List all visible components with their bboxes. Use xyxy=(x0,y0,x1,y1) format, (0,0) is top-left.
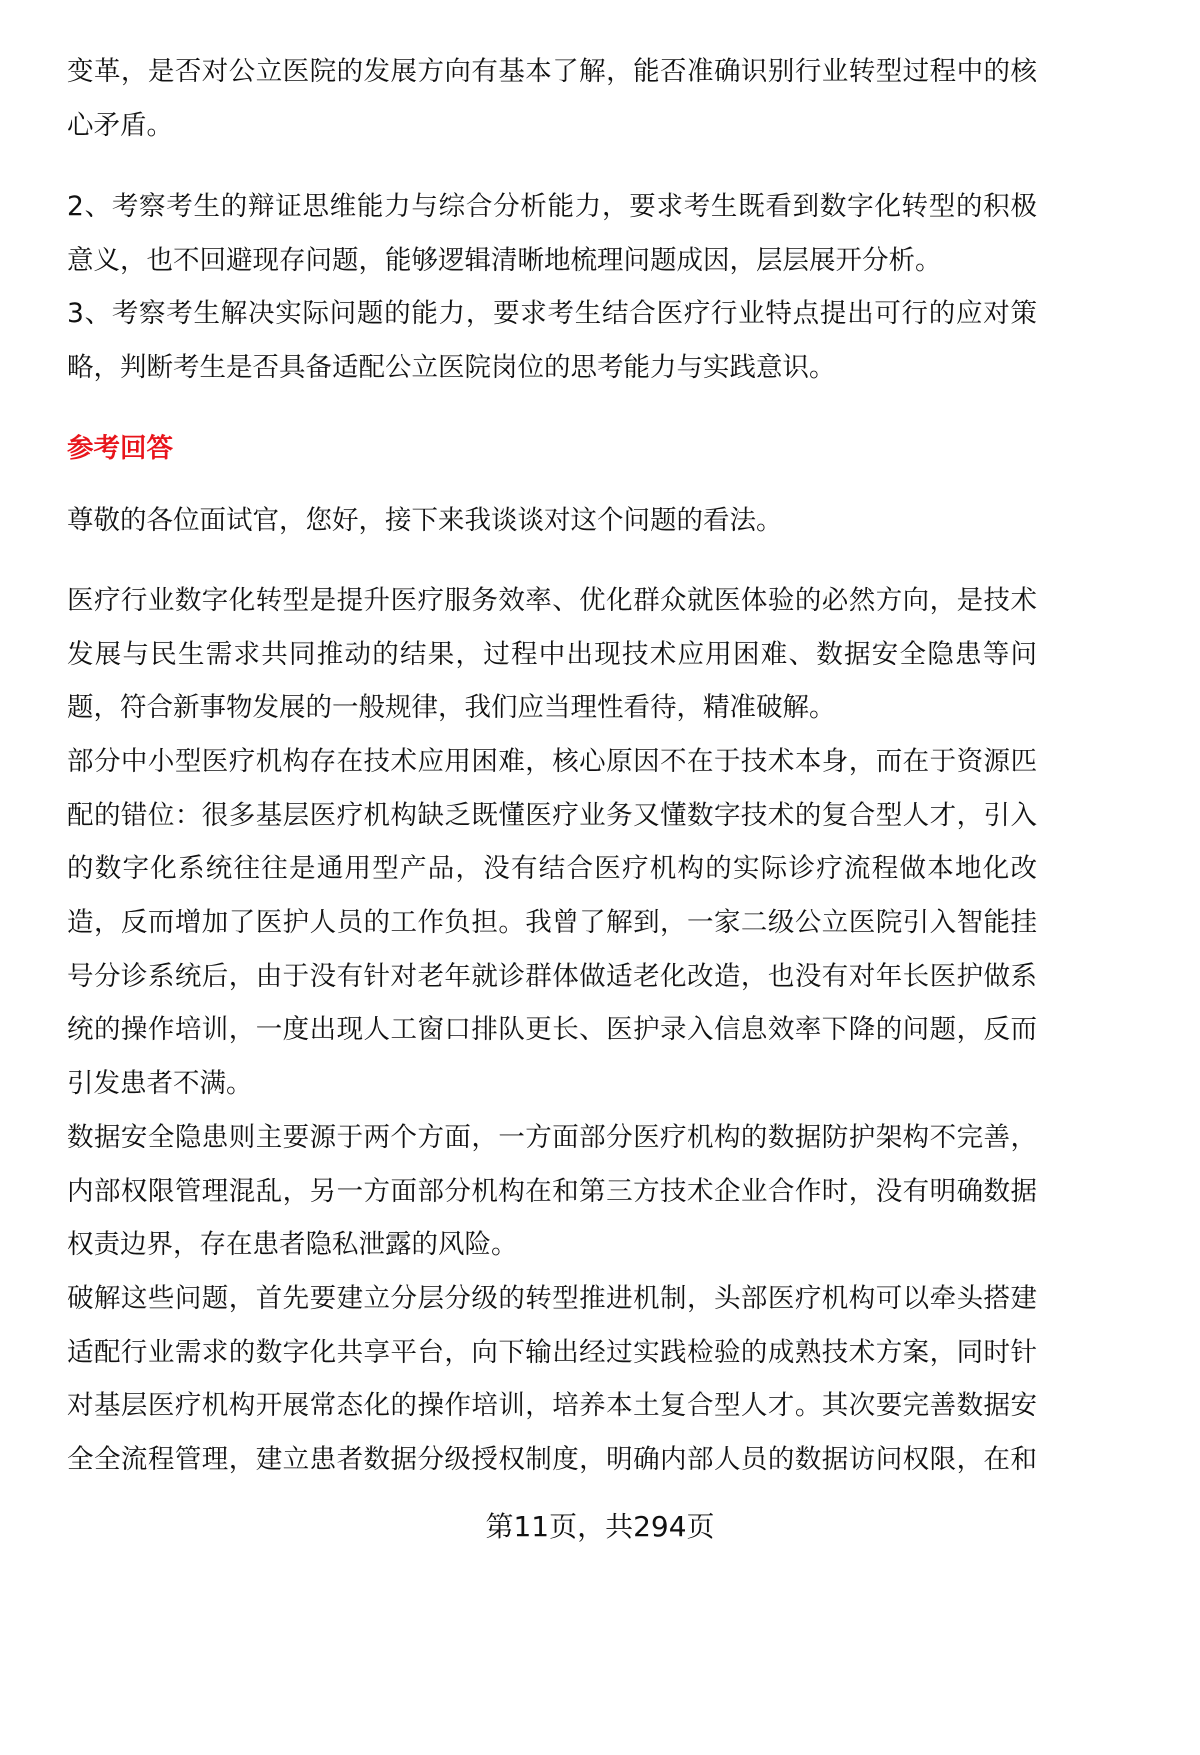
paragraph-1 xyxy=(67,45,1037,152)
paragraph-4 xyxy=(67,574,1037,735)
paragraph-2 xyxy=(67,180,1037,287)
text-line: 变革，是否对公立医院的发展方向有基本了解，能否准确识别行业转型过程中的核 xyxy=(67,56,1037,87)
paragraph-5 xyxy=(67,735,1037,1111)
text-line: 部分中小型医疗机构存在技术应用困难，核心原因不在于技术本身，而在于资源匹 xyxy=(67,746,1037,777)
text-line: 医疗行业数字化转型是提升医疗服务效率、优化群众就医体验的必然方向，是技术 xyxy=(67,585,1037,616)
paragraph-3 xyxy=(67,287,1037,394)
text-line: 意义，也不回避现存问题，能够逻辑清晰地梳理问题成因，层层展开分析。 xyxy=(67,244,942,276)
text-line: 内部权限管理混乱，另一方面部分机构在和第三方技术企业合作时，没有明确数据 xyxy=(67,1175,1037,1207)
text-line: 心矛盾。 xyxy=(67,109,173,141)
text-line: 2、考察考生的辩证思维能力与综合分析能力，要求考生既看到数字化转型的积极 xyxy=(67,191,1037,222)
text-line: 数据安全隐患则主要源于两个方面，一方面部分医疗机构的数据防护架构不完善， xyxy=(67,1122,1037,1153)
text-line: 全全流程管理，建立患者数据分级授权制度，明确内部人员的数据访问权限，在和 xyxy=(67,1444,1037,1476)
text-line: 统的操作培训，一度出现人工窗口排队更长、医护录入信息效率下降的问题，反而 xyxy=(67,1014,1037,1046)
section-heading: 参考回答 xyxy=(67,433,173,464)
text-line: 号分诊系统后，由于没有针对老年就诊群体做适老化改造，也没有对年长医护做系 xyxy=(67,960,1037,992)
text-line: 尊敬的各位面试官，您好，接下来我谈谈对这个问题的看法。 xyxy=(67,505,783,536)
text-line: 的数字化系统往往是通用型产品，没有结合医疗机构的实际诊疗流程做本地化改 xyxy=(67,853,1037,885)
paragraph-6 xyxy=(67,1111,1037,1272)
text-line: 对基层医疗机构开展常态化的操作培训，培养本土复合型人才。其次要完善数据安 xyxy=(67,1390,1037,1422)
text-line: 权责边界，存在患者隐私泄露的风险。 xyxy=(67,1229,518,1261)
paragraph-greeting xyxy=(67,494,1037,548)
text-line: 3、考察考生解决实际问题的能力，要求考生结合医疗行业特点提出可行的应对策 xyxy=(67,298,1037,329)
text-line: 发展与民生需求共同推动的结果，过程中出现技术应用困难、数据安全隐患等问 xyxy=(67,638,1037,670)
text-line: 题，符合新事物发展的一般规律，我们应当理性看待，精准破解。 xyxy=(67,692,836,724)
text-line: 引发患者不满。 xyxy=(67,1068,253,1100)
paragraph-7 xyxy=(67,1272,1037,1487)
text-line: 配的错位：很多基层医疗机构缺乏既懂医疗业务又懂数字技术的复合型人才，引入 xyxy=(67,799,1037,831)
page-number: 第11页，共294页 xyxy=(485,1510,715,1543)
text-line: 适配行业需求的数字化共享平台，向下输出经过实践检验的成熟技术方案，同时针 xyxy=(67,1336,1037,1368)
text-line: 造，反而增加了医护人员的工作负担。我曾了解到，一家二级公立医院引入智能挂 xyxy=(67,907,1037,939)
text-line: 略，判断考生是否具备适配公立医院岗位的思考能力与实践意识。 xyxy=(67,351,836,383)
text-line: 破解这些问题，首先要建立分层分级的转型推进机制，头部医疗机构可以牵头搭建 xyxy=(67,1283,1037,1314)
